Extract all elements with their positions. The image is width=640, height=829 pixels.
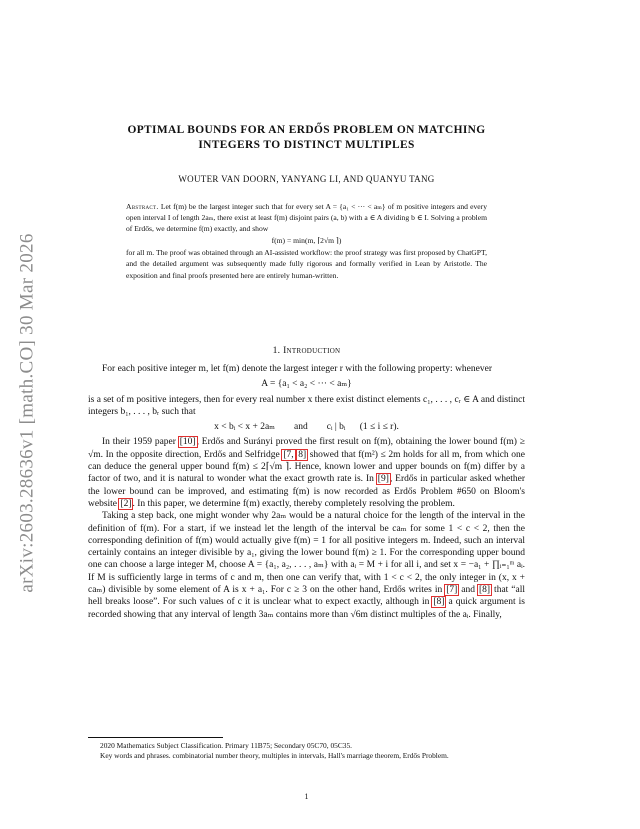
abstract-label: Abstract. [126, 202, 159, 211]
paragraph-2-text-b: , Erdős and Surányi proved the first result on f(m), obtaining the lower bound f(m) ≥ √m. In the opposite direction, Erdős and Selfridge [88, 437, 525, 460]
citation-link-10[interactable]: [10] [179, 437, 196, 448]
abstract-paragraph-1 [126, 201, 487, 234]
paragraph-3-text-c: that “all hell breaks loose”. For such values of c it is unclear what to expect exactly, although in [88, 585, 525, 608]
abstract-paragraph-2: for all m. The proof was obtained through an AI-assisted workflow: the proof strategy was first proposed by ChatGPT, and the detailed argument was subsequently made fully rigorous and formally verified in Lean by Aristotle. The exposition and final proofs presented here are entirely human-written. [126, 248, 487, 280]
author-list: WOUTER VAN DOORN, YANYANG LI, AND QUANYU TANG [178, 174, 435, 184]
title-line-2: INTEGERS TO DISTINCT MULTIPLES [198, 139, 415, 151]
citation-link-2[interactable]: [2] [120, 498, 132, 509]
page-number: 1 [304, 792, 309, 801]
citation-link-8b[interactable]: [8] [478, 585, 491, 596]
paragraph-3-text-b: and [458, 585, 478, 596]
footnote-divider [88, 737, 223, 738]
abstract-formula: f(m) = min(m, ⌈2√m ⌉) [271, 236, 342, 246]
paragraph-3 [88, 510, 525, 621]
paragraph-3-text-d: a quick argument is recorded showing that any interval of length 3aₘ contains more than √6m distinct multiples of the aᵢ. Finally, [88, 597, 525, 620]
footnotes [88, 741, 525, 761]
citation-link-7b[interactable]: [7] [446, 585, 458, 596]
citation-link-9[interactable]: [9] [377, 474, 389, 485]
paper-title [88, 123, 525, 153]
arxiv-sidebar-stamp [16, 208, 40, 618]
paragraph-1: For each positive integer m, let f(m) denote the largest integer r with the following property: whenever [102, 364, 492, 374]
paragraph-2-text-c: showed that f(m²) ≤ 2m holds for all m, from which one can deduce the general upper bound f(m) ≤ 2⌈√m ⌉. Hence, known lower and upper bounds on f(m) differ by a factor of two, and it is natural to wonder what the exact growth rate is. In [88, 449, 525, 485]
title-line-1: OPTIMAL BOUNDS FOR AN ERDŐS PROBLEM ON MATCHING [127, 124, 486, 136]
paragraph-2-text-e: . In this paper, we determine f(m) exactly, thereby completely resolving the problem. [132, 498, 455, 509]
section-heading [88, 345, 525, 356]
arxiv-identifier: arXiv:2603.28636v1 [math.CO] 30 Mar 2026 [17, 233, 39, 593]
abstract-text-1: Let f(m) be the largest integer such that for every set A = {a₁ < ··· < aₘ} of m positive integers and every open interval I of length 2aₘ, there exist at least f(m) disjoint pairs (a, b) with a ∈ A dividing b ∈ I. Solving a problem of Erdős, we determine f(m) exactly, and show [126, 202, 487, 234]
footnote-msc: 2020 Mathematics Subject Classification. Primary 11B75; Secondary 05C70, 05C35. [100, 741, 353, 750]
paragraph-2-text-a: In their 1959 paper [102, 437, 179, 448]
citation-link-7[interactable]: [7, [283, 449, 294, 460]
citation-link-8c[interactable]: [8] [433, 597, 445, 608]
paragraph-3-text-a: Taking a step back, one might wonder why 2aₘ would be a natural choice for the length of the interval in the definition of f(m). For a start, if we instead let the length of the interval be caₘ for some 1 < c < 2, then the corresponding definition of f(m) would actually give f(m) = 1 for all positive integers m. Indeed, such an interval certainly contains an integer divisible by a₁, giving the lower bound f(m) ≥ 1. For the corresponding upper bound one can choose a large integer M, choose A = {a₁, a₂, . . . , aₘ} with aᵢ = M + i for all i, and set x = −a₁ + ∏ᵢ₌₁ᵐ aᵢ. If M is sufficiently large in terms of c and m, then one can verify that, with 1 < c < 2, the only integer in (x, x + caₘ) divisible by some element of A is x + a₁. For c ≥ 3 on the other hand, Erdős writes in [88, 511, 525, 596]
paragraph-1b: is a set of m positive integers, then for every real number x there exist distinct elements c₁, . . . , cᵣ ∈ A and distinct integers b₁, . . . , bᵣ such that [88, 394, 525, 417]
display-equation-1: A = {a₁ < a₂ < ··· < aₘ} [261, 379, 352, 390]
citation-link-8[interactable]: 8] [298, 449, 307, 460]
paragraph-2-text-d: , Erdős in particular asked whether the lower bound can be improved, and estimating f(m) is now recorded as Erdős Problem #650 on Bloom's website [88, 474, 525, 509]
paragraph-2 [88, 436, 525, 510]
section-title: Introduction [283, 345, 341, 356]
footnote-keywords: Key words and phrases. combinatorial number theory, multiples in intervals, Hall's marriage theorem, Erdős Problem. [100, 751, 449, 760]
display-equation-2: x < bᵢ < x + 2aₘ and cᵢ | bᵢ (1 ≤ i ≤ r). [214, 422, 399, 433]
body-text [88, 363, 525, 621]
section-number: 1. [272, 345, 281, 356]
abstract [126, 201, 487, 281]
